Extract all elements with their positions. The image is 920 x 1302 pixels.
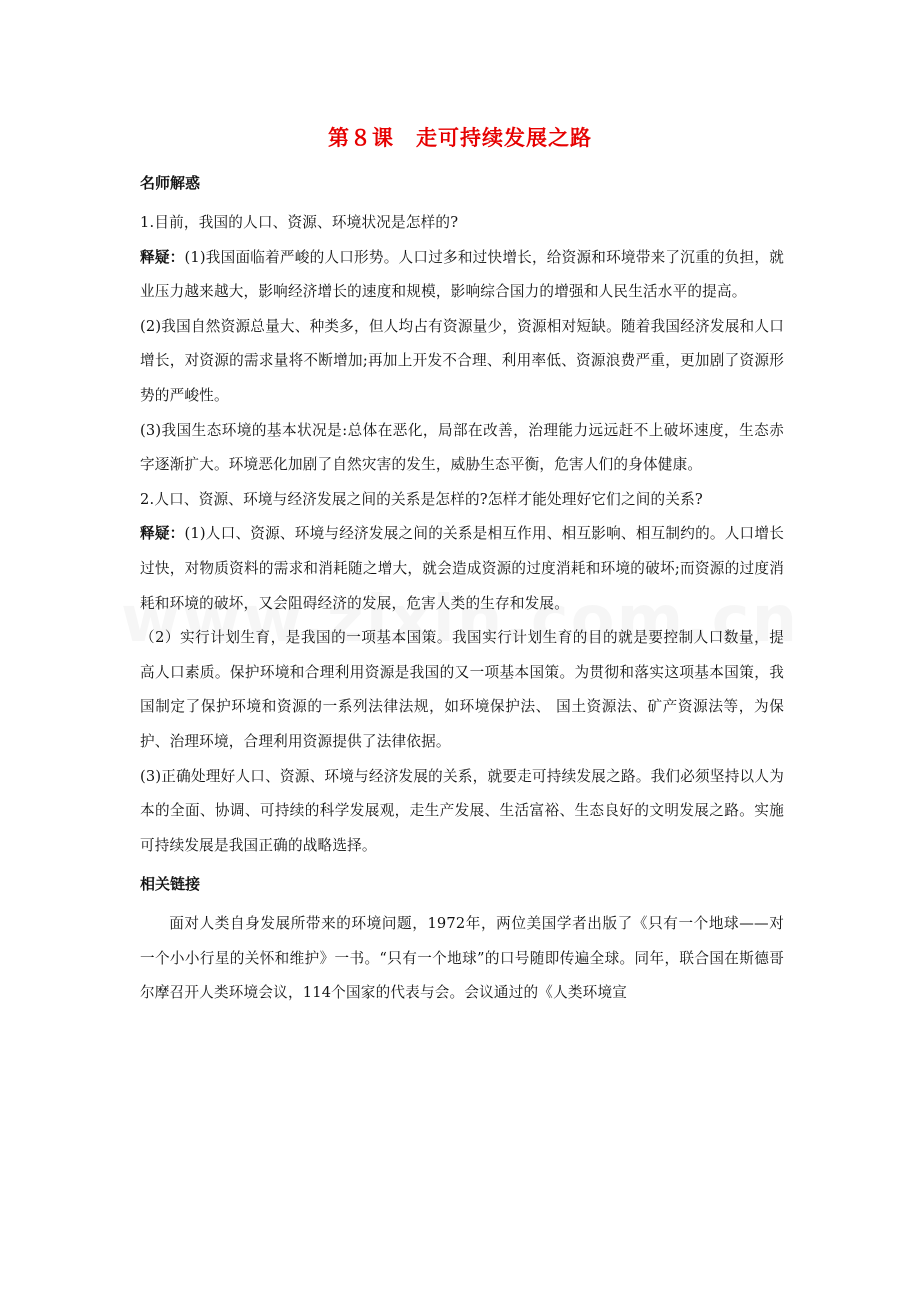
answer-label: 释疑： [140,525,185,543]
question-1: 1.目前，我国的人口、资源、环境状况是怎样的? [140,214,459,231]
answer-1-paragraph-1 [140,241,784,310]
related-links-paragraph: 面对人类自身发展所带来的环境问题，1972年，两位美国学者出版了《只有一个地球——对一个小小行星的关怀和维护》一书。“只有一个地球”的口号随即传遍全球。同年，联合国在斯德哥尔摩召开人类环境会议，114个国家的代表与会。会议通过的《人类环境宣 [140,915,784,1002]
answer-2-paragraph-1 [140,517,784,621]
section-heading-explanation: 名师解惑 [140,174,201,192]
answer-text: (1)我国面临着严峻的人口形势。人口过多和过快增长，给资源和环境带来了沉重的负担，就业压力越来越大，影响经济增长的速度和规模，影响综合国力的增强和人民生活水平的提高。 [140,248,784,301]
answer-1-paragraph-2: (2)我国自然资源总量大、种类多，但人均占有资源量少，资源相对短缺。随着我国经济发展和人口增长，对资源的需求量将不断增加;再加上开发不合理、利用率低、资源浪费严重，更加剧了资源形势的严峻性。 [140,317,784,404]
answer-text: (1)人口、资源、环境与经济发展之间的关系是相互作用、相互影响、相互制约的。人口增长过快，对物质资料的需求和消耗随之增大，就会造成资源的过度消耗和环境的破坏;而资源的过度消耗和环境的破坏，又会阻碍经济的发展，危害人类的生存和发展。 [140,525,784,612]
document-body [140,168,784,1011]
page-title: 第８课 走可持续发展之路 [328,126,592,150]
answer-2-paragraph-2: （2）实行计划生育，是我国的一项基本国策。我国实行计划生育的目的就是要控制人口数量，提高人口素质。保护环境和合理利用资源是我国的又一项基本国策。为贯彻和落实这项基本国策，我国制定了保护环境和资源的一系列法律法规，如环境保护法、 国土资源法、矿产资源法等，为保护、治理环境，合理利用资源提供了法律依据。 [140,629,784,750]
answer-label: 释疑： [140,248,185,266]
section-heading-related-links: 相关链接 [140,875,201,894]
question-2: 2.人口、资源、环境与经济发展之间的关系是怎样的?怎样才能处理好它们之间的关系? [140,490,703,508]
answer-2-paragraph-3: (3)正确处理好人口、资源、环境与经济发展的关系，就要走可持续发展之路。我们必须坚持以人为本的全面、协调、可持续的科学发展观，走生产发展、生活富裕、生态良好的文明发展之路。实施可持续发展是我国正确的战略选择。 [140,767,784,854]
answer-1-paragraph-3: (3)我国生态环境的基本状况是:总体在恶化，局部在改善，治理能力远远赶不上破坏速度，生态赤字逐渐扩大。环境恶化加剧了自然灾害的发生，威胁生态平衡，危害人们的身体健康。 [140,421,784,474]
